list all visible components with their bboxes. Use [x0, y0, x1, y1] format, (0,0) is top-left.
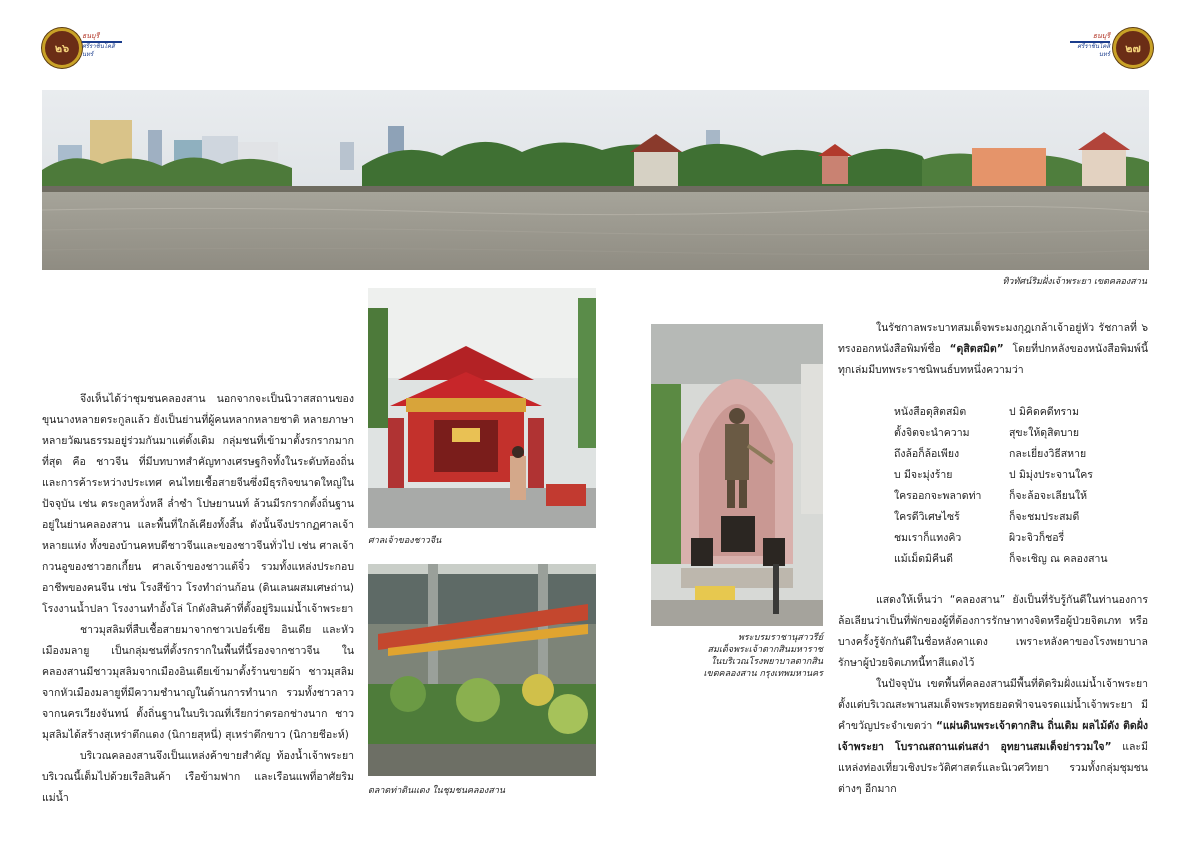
poem-line — [894, 444, 1144, 465]
poem-line — [894, 486, 1144, 507]
paragraph: แสดงให้เห็นว่า “คลองสาน” ยังเป็นที่รับรู้กันดีในท่านองการล้อเลียนว่าเป็นที่พักของผู้ที่ต้องการรักษาทางจิตหรือผู้ป่วยจิตเภท หรือบางครั้งรู้จักกันดีในชื่อหลังคาแดง เพราะหลังคาของโรงพยาบาลรักษาผู้ป่วยจิตเภทนี้ทาสีแดงไว้ — [838, 594, 1148, 669]
paragraph: จึงเห็นได้ว่าชุมชนคลองสาน นอกจากจะเป็นนิวาสสถานของขุนนางหลายตระกูลแล้ว ยังเป็นย่านที่ผู้คนหลากหลายชาติ หลายภาษา หลายวัฒนธรรมอยู่ร่วมกันมาแต่ดั้งเดิม กลุ่มชนที่เข้ามาตั้งรกรากมากที่สุด คือ ชาวจีน ที่มีบทบาทสำคัญทางเศรษฐกิจทั้งในระดับท้องถิ่น และการค้าระหว่างประเทศ คนไทยเชื้อสายจีนซึ่งมีธุรกิจขนาดใหญ่ในปัจจุบัน เช่น ตระกูลหวั่งหลี ล่ำซำ โปษยานนท์ ล้วนมีรกรากตั้งถิ่นฐานอยู่ในย่านคลองสาน และพื้นที่ใกล้เคียงทั้งสิ้น ดังนั้นจึงปรากฏศาลเจ้าหลายแห่ง ทั้งของบ้านคหบดีชาวจีนและของชาวจีนทั่วไป เช่น ศาลเจ้ากวนอูของชาวฮกเกี้ยน ศาลเจ้าของชาวแต้จิ๋ว รวมทั้งแหล่งประกอบอาชีพของคนจีน เช่น โรงสีข้าว โรงทำถ่านก้อน (ดินเลนผสมเศษถ่าน) โรงงานน้ำปลา โรงงานทำอั้งโล่ โกดังสินค้าที่ตั้งอยู่ริมแม่น้ำเจ้าพระยา — [42, 393, 354, 615]
page-number-right: ๒๗ — [1125, 42, 1141, 55]
statue-caption-line: พระบรมราชานุสาวรีย์ — [738, 633, 823, 643]
poem-verse: ชมเราก็แทงคิว — [894, 532, 962, 544]
page-number-badge-right — [1113, 28, 1153, 68]
shrine-photo — [368, 288, 596, 528]
poem-line — [894, 402, 1144, 423]
newspaper-name: “ดุสิตสมิต” — [949, 343, 1004, 355]
page-number-badge-left — [42, 28, 82, 68]
poem-verse: สุขะให้ดุสิตบาย — [1009, 427, 1080, 439]
poem-line — [894, 507, 1144, 528]
panorama-caption: ทิวทัศน์ริมฝั่งเจ้าพระยา เขตคลองสาน — [1002, 277, 1147, 287]
intro-paragraph — [838, 318, 1148, 381]
market-photo — [368, 564, 596, 776]
paragraph: บริเวณคลองสานจึงเป็นแหล่งค้าขายสำคัญ ท้องน้ำเจ้าพระยาบริเวณนี้เต็มไปด้วยเรือสินค้า เรือข้ามฟาก และเรือนแพที่อาศัยริมแม่น้ำ — [42, 750, 354, 804]
paragraph-text-after: และมีแหล่งท่องเที่ยวเชิงประวัติศาสตร์และนิเวศวิทยา รวมทั้งกลุ่มชุมชนต่างๆ อีกมาก — [838, 741, 1148, 795]
paragraph: ชาวมุสลิมที่สืบเชื้อสายมาจากชาวเปอร์เซีย อินเดีย และหัวเมืองมลายู เป็นกลุ่มชนที่ตั้งรกรากในพื้นที่นี้รองจากชาวจีน ในคลองสานมีชาวมุสลิมจากเมืองอินเดียเข้ามาตั้งร้านขายผ้า ชาวมุสลิมจากหัวเมืองมลายูที่มีความชำนาญในด้านการทำนาก รวมทั้งชาวลาวจากนครเวียงจันทน์ ตั้งถิ่นฐานในบริเวณที่เรียกว่าตรอกช่างนาก ชาวมุสลิมได้สร้างสุเหร่าตึกแดง (นิกายสุหนี่) สุเหร่าตึกขาว (นิกายชีอะห์) — [42, 624, 354, 741]
statue-caption — [651, 632, 823, 680]
paragraph — [838, 674, 1148, 800]
poem-line — [894, 549, 1144, 570]
poem-verse: ใครออกจะพลาดท่า — [894, 490, 982, 502]
logo-title: ธนบุรี — [82, 32, 100, 40]
poem-verse: แม้เม็ดมิคีนดี — [894, 553, 953, 565]
statue-caption-line: เขตคลองสาน กรุงเทพมหานคร — [703, 669, 823, 679]
logo-subtitle: ศรีราชินโคสินทร์ — [82, 43, 115, 58]
shrine-caption: ศาลเจ้าของชาวจีน — [368, 536, 442, 546]
poem-verse: ก็จะล้อจะเลียนให้ — [1009, 490, 1088, 502]
district-motto: “แผ่นดินพระเจ้าตากสิน ถิ่นเดิม ผลไม้ดัง ติดฝั่งเจ้าพระยา โบราณสถานเด่นสง่า อุทยานสมเด็จย่ารวมใจ” — [838, 720, 1148, 753]
poem-verse: บ มีจะมุ่งร้าย — [894, 469, 953, 481]
poem-verse: ป มิคิดคดีทราม — [1009, 406, 1079, 418]
intro-text: ในรัชกาลพระบาทสมเด็จพระมงกุฎเกล้าเจ้าอยู่หัว รัชกาลที่ ๖ ทรงออกหนังสือพิมพ์ชื่อ — [838, 322, 1148, 355]
left-column — [42, 389, 354, 809]
logo-right — [1070, 32, 1110, 59]
intro-text-after: โดยที่ปกหลังของหนังสือพิมพ์นี้ ทุกเล่มมีบทพระราชนิพนธ์บทหนึ่งความว่า — [838, 343, 1149, 376]
poem-verse: ตั้งจิตจะนำความ — [894, 427, 970, 439]
logo-left — [82, 32, 122, 59]
poem-verse: ผิวะจิวก็ชอรี่ — [1009, 532, 1065, 544]
poem-verse: หนังสือดุสิตสมิต — [894, 406, 967, 418]
poem-line — [894, 528, 1144, 549]
poem-verse: ก็จะชมประสมดี — [1009, 511, 1080, 523]
poem — [894, 402, 1144, 570]
paragraph-text: ในปัจจุบัน เขตพื้นที่คลองสานมีพื้นที่ติดริมฝั่งแม่น้ำเจ้าพระยาตั้งแต่บริเวณสะพานสมเด็จพระพุทธยอดฟ้าจนจรดแม่น้ำเจ้าพระยา มีคำขวัญประจำเขตว่า — [838, 678, 1148, 732]
right-column — [838, 318, 1148, 381]
poem-verse: ถึงล้อก็ล้อเพียง — [894, 448, 960, 460]
statue-caption-line: ในบริเวณโรงพยาบาลตากสิน — [710, 657, 823, 667]
right-column-lower — [838, 590, 1148, 800]
poem-verse: กละเยี่ยงวิธีสหาย — [1009, 448, 1087, 460]
poem-verse: ป มิมุ่งประจานใคร — [1009, 469, 1093, 481]
poem-line — [894, 465, 1144, 486]
page-number-left: ๒๖ — [54, 42, 70, 55]
statue-photo — [651, 324, 823, 626]
panorama-photo — [42, 90, 1149, 270]
logo-subtitle: ศรีราชินโคสินทร์ — [1077, 43, 1110, 58]
market-caption: ตลาดท่าดินแดง ในชุมชนคลองสาน — [368, 786, 506, 796]
poem-line — [894, 423, 1144, 444]
poem-verse: ก็จะเชิญ ณ คลองสาน — [1009, 553, 1108, 565]
statue-caption-line: สมเด็จพระเจ้าตากสินมหาราช — [707, 645, 823, 655]
logo-title: ธนบุรี — [1092, 32, 1110, 40]
poem-verse: ใครดีวิเศษไซร้ — [894, 511, 960, 523]
